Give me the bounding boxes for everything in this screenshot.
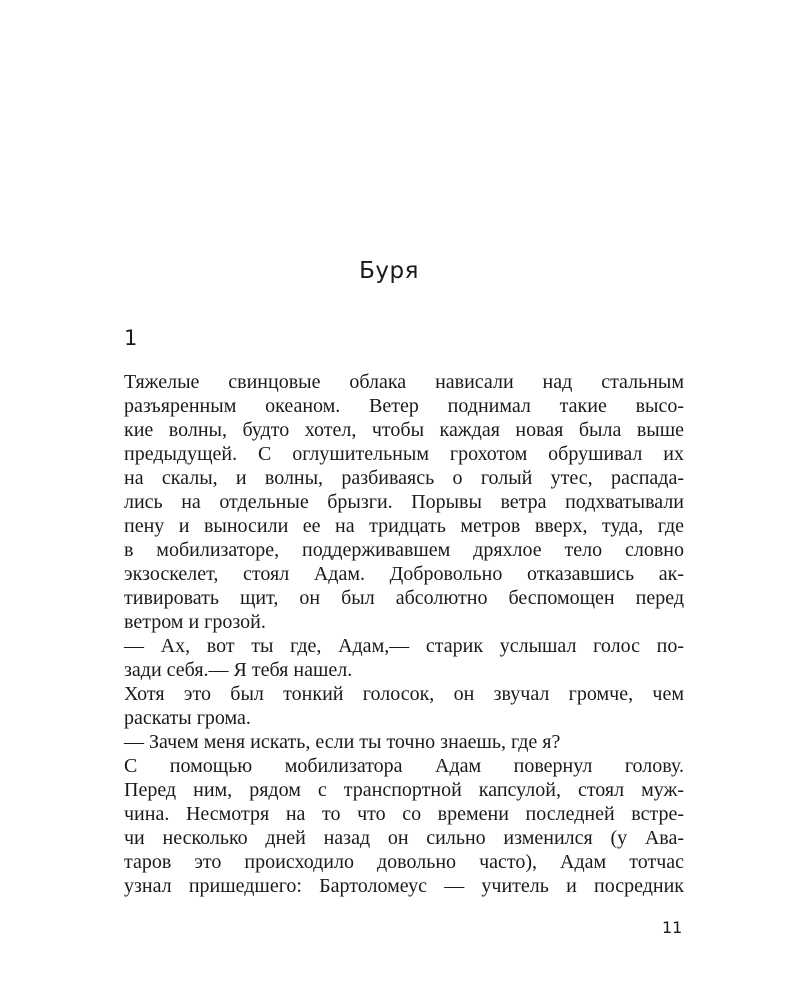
text-line: тивировать щит, он был абсолютно беспомощен перед [124,587,684,609]
text-line: лись на отдельные брызги. Порывы ветра подхватывали [124,491,684,513]
text-line: в мобилизаторе, поддерживавшем дряхлое тело словно [124,539,684,561]
text-line: раскаты грома. [124,707,251,729]
text-line: разъяренным океаном. Ветер поднимал такие высо- [124,395,684,417]
text-line: С помощью мобилизатора Адам повернул голову. [124,755,684,777]
text-line: таров это происходило довольно часто), Адам тотчас [124,851,684,873]
text-line: пену и выносили ее на тридцать метров вверх, туда, где [124,515,684,537]
text-line: кие волны, будто хотел, чтобы каждая новая была выше [124,419,684,441]
text-line: Хотя это был тонкий голосок, он звучал громче, чем [124,683,684,705]
text-line: чина. Несмотря на то что со времени последней встре- [124,803,684,825]
text-line: ветром и грозой. [124,611,266,633]
chapter-title: Буря [359,258,419,284]
text-line: — Зачем меня искать, если ты точно знаешь, где я? [124,731,561,753]
text-line: экзоскелет, стоял Адам. Добровольно отказавшись ак- [124,563,684,585]
text-line: чи несколько дней назад он сильно изменился (у Ава- [124,827,684,849]
text-line: Тяжелые свинцовые облака нависали над стальным [124,371,684,393]
body-text [124,370,684,898]
text-line: Перед ним, рядом с транспортной капсулой, стоял муж- [124,779,684,801]
section-number: 1 [124,326,138,350]
text-line: зади себя.— Я тебя нашел. [124,659,353,681]
text-line: узнал пришедшего: Бартоломеус — учитель и посредник [124,875,684,897]
text-line: предыдущей. С оглушительным грохотом обрушивал их [124,443,684,465]
text-line: — Ах, вот ты где, Адам,— старик услышал голос по- [124,635,684,657]
page-number: 11 [662,918,683,937]
text-line: на скалы, и волны, разбиваясь о голый утес, распада- [124,467,684,489]
